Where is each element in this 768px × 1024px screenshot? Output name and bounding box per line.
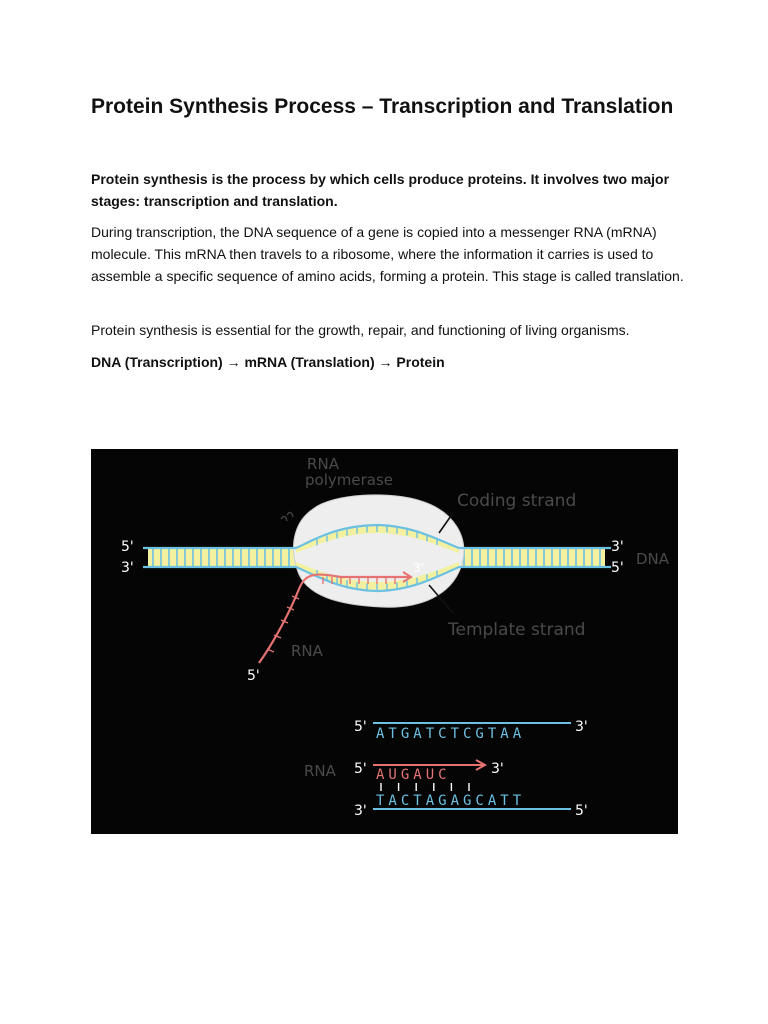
template-5prime: 5' (575, 803, 588, 819)
coding-sequence: ATGATCTCGTAA (376, 726, 526, 742)
page-title: Protein Synthesis Process – Transcription and Translation (91, 95, 674, 118)
template-3prime: 3' (354, 803, 367, 819)
template-strand-label: Template strand (448, 620, 586, 640)
rna-upper-label: RNA (291, 642, 323, 660)
rna-lower-label: RNA (304, 762, 336, 780)
dna-right-3prime: 3' (611, 539, 624, 555)
dna-left-5prime: 5' (121, 539, 134, 555)
rna-inner-3prime: 3' (413, 561, 424, 575)
dna-right-bases (459, 548, 605, 567)
template-sequence: TACTAGAGCATT (376, 793, 526, 809)
coding-5prime: 5' (354, 719, 367, 735)
coding-strand-label: Coding strand (457, 491, 577, 511)
rna-tail-5prime: 5' (247, 668, 260, 684)
importance-paragraph: Protein synthesis is essential for the growth, repair, and functioning of living organisms. (91, 322, 630, 338)
coding-3prime: 3' (575, 719, 588, 735)
transcription-diagram (91, 449, 678, 834)
rna-sequence: AUGAUC (376, 767, 451, 783)
dna-label: DNA (636, 550, 670, 568)
rna-polymerase-label-line2: polymerase (305, 471, 393, 489)
rna-seq-3prime: 3' (491, 761, 504, 777)
rna-seq-5prime: 5' (354, 761, 367, 777)
transcription-paragraph: During transcription, the DNA sequence of a gene is copied into a messenger RNA (mRNA) molecule. This mRNA then travels to a ribosome, where the information it carries is used to assemble a specific sequence of amino acids, forming a protein. This stage is called translation. (91, 224, 684, 284)
rna-polymerase-label-line1: RNA (307, 455, 339, 473)
dna-left-3prime: 3' (121, 560, 134, 576)
transcription-diagram-svg (91, 449, 678, 834)
process-flow-summary: DNA (Transcription) → mRNA (Translation) → Protein (91, 354, 445, 370)
intro-paragraph: Protein synthesis is the process by which cells produce proteins. It involves two major stages: transcription and translation. (91, 171, 670, 209)
dna-right-5prime: 5' (611, 560, 624, 576)
